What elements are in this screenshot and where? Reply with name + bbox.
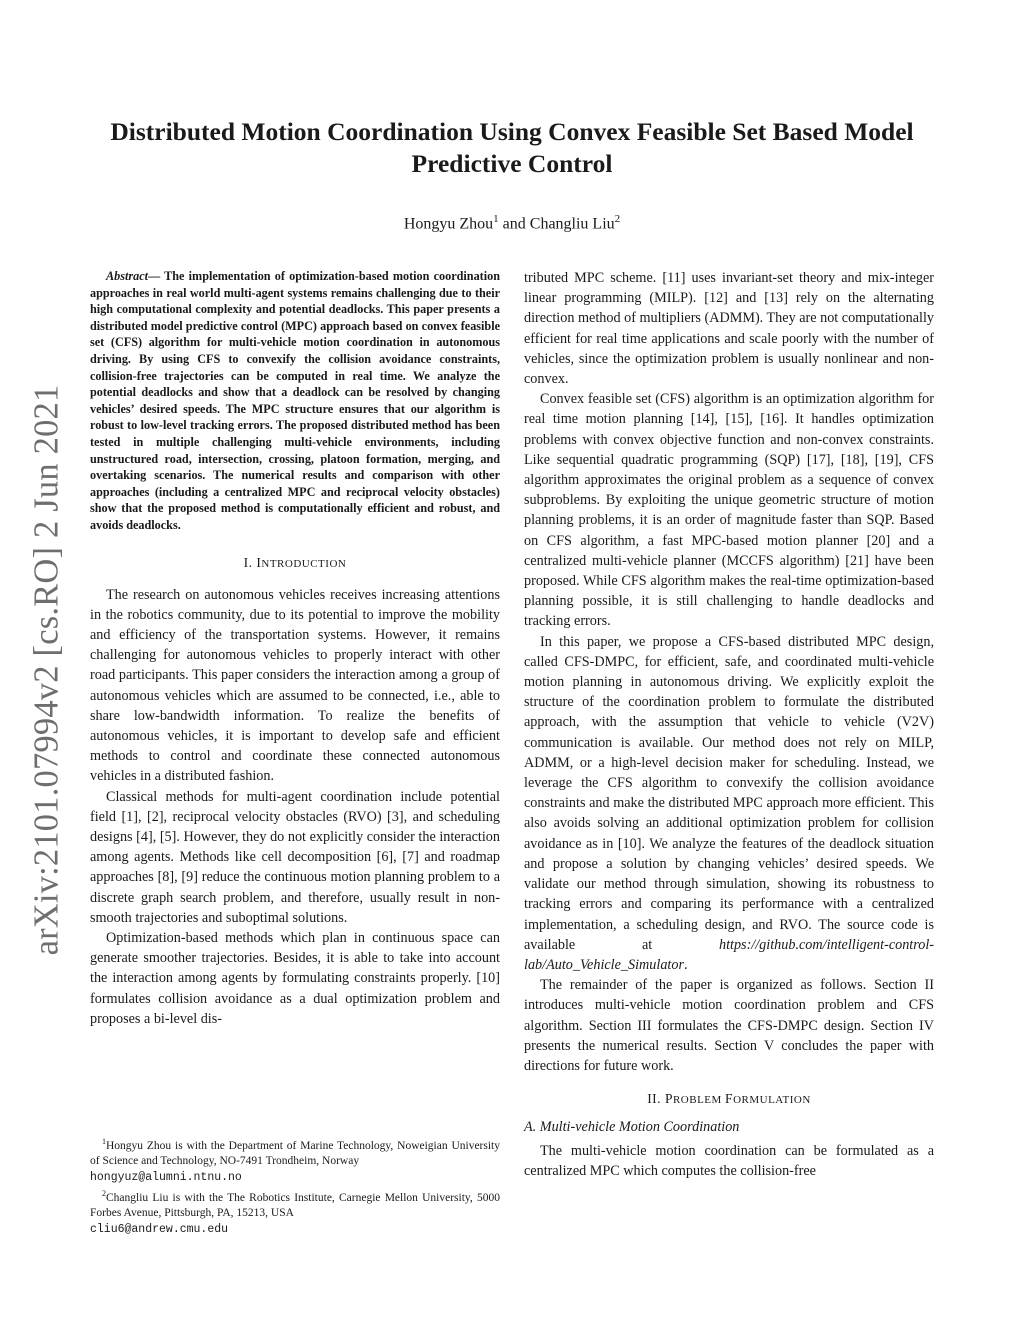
- contribution-end: .: [683, 956, 688, 973]
- footnote-1: [90, 1134, 500, 1186]
- abstract-text: — The implementation of optimization-based motion coordination approaches in real world multi-agent systems remains challenging due to their high computational complexity and potential deadlocks. This paper presents a distributed model predictive control (MPC) approach based on convex feasible set (CFS) algorithm for multi-vehicle motion coordination in autonomous driving. By using CFS to convexify the collision avoidance constraints, collision-free trajectories can be computed in real time. We analyze the potential deadlocks and show that a deadlock can be resolved by changing vehicles’ desired speeds. The MPC structure ensures that our algorithm is robust to low-level tracking errors. The proposed distributed method has been tested in multiple challenging multi-vehicle environments, including unstructured road, intersection, crossing, platoon formation, merging, and overtaking scenarios. The numerical results and comparison with other approaches (including a centralized MPC and reciprocal velocity obstacles) show that the proposed method is computationally efficient and robust, and avoids deadlocks.: [90, 269, 500, 532]
- intro-paragraph-1: The research on autonomous vehicles receives increasing attentions in the robotics community, due to its potential to improve the mobility and efficiency of the transportation systems. However, it remains challenging for autonomous vehicles to properly interact with other road participants. This paper considers the interaction among a group of autonomous vehicles which are assumed to be connected, i.e., able to share low-bandwidth information. To realize the benefits of autonomous vehicles, it is important to develop safe and efficient methods to control and coordinate these connected autonomous vehicles in a distributed fashion.: [90, 586, 500, 785]
- contribution-paragraph: [524, 632, 934, 975]
- section-number: II.: [647, 1091, 665, 1107]
- section-title-rest: NTRODUCTION: [261, 557, 347, 570]
- footnote-1-email: hongyuz@alumni.ntnu.no: [90, 1171, 242, 1185]
- author-conjunction: and: [498, 215, 530, 233]
- left-column: [90, 268, 500, 1029]
- footnote-2: [90, 1186, 500, 1238]
- footnote-1-mark: 1: [102, 1137, 106, 1146]
- footnote-2-email: cliu6@andrew.cmu.edu: [90, 1222, 229, 1236]
- footnote-2-text: Changliu Liu is with the The Robotics Institute, Carnegie Mellon University, 5000 Forbes Avenue, Pittsburgh, PA, 15213, USA: [90, 1191, 500, 1220]
- subsection-heading: A. Multi-vehicle Motion Coordination: [524, 1119, 740, 1136]
- author-1-name: Hongyu Zhou: [403, 215, 494, 233]
- author-1-affil-mark: 1: [493, 213, 499, 225]
- footnotes: [90, 1134, 500, 1237]
- organization-paragraph: The remainder of the paper is organized as follows. Section II introduces multi-vehicle motion coordination problem and CFS algorithm. Section III formulates the CFS-DMPC design. Section IV presents the numerical results. Section V concludes the paper with directions for future work.: [524, 977, 934, 1074]
- arxiv-identifier-text: arXiv:2101.07994v2 [cs.RO] 2 Jun 2021: [27, 384, 66, 956]
- formulation-paragraph: The multi-vehicle motion coordination can be formulated as a centralized MPC which computes the collision-free: [524, 1143, 934, 1180]
- abstract-label: Abstract: [106, 269, 148, 283]
- intro-paragraph-3: Optimization-based methods which plan in continuous space can generate smoother trajectories. Besides, it is able to take into account the interaction among agents by formulating constraints properly. [10] formulates collision avoidance as a dual optimization problem and proposes a bi-level dis-: [90, 929, 500, 1027]
- paper-title: Distributed Motion Coordination Using Convex Feasible Set Based Model Predictive Control: [110, 117, 914, 178]
- intro-paragraph-continued: tributed MPC scheme. [11] uses invariant-set theory and mix-integer linear programming (MILP). [12] and [13] rely on the alternating direction method of multipliers (ADMM). They are not computationally efficient for real time applications and scale poorly with the number of vehicles, since the optimization problem is usually nonlinear and non-convex.: [524, 270, 934, 388]
- cfs-paragraph: Convex feasible set (CFS) algorithm is an optimization algorithm for real time motion planning [14], [15], [16]. It handles optimization problems with convex objective function and non-convex constraints. Like sequential quadratic programming (SQP) [17], [18], [19], CFS algorithm approximates the original problem as a sequence of convex subproblems. By exploiting the unique geometric structure of motion planning problems, it is an order of magnitude faster than SQP. Based on CFS algorithm, a fast MPC-based motion planner [20] and a centralized multi-vehicle planner (MCCFS algorithm) [21] have been proposed. While CFS algorithm makes the real-time optimization-based planning possible, it is still challenging to handle deadlocks and tracking errors.: [524, 391, 934, 630]
- section-heading-problem-formulation: [524, 1090, 934, 1109]
- footnote-1-text: Hongyu Zhou is with the Department of Marine Technology, Noweigian University of Science and Technology, NO-7491 Trondheim, Norway: [90, 1139, 500, 1168]
- author-2-affil-mark: 2: [614, 213, 621, 225]
- abstract: [90, 268, 500, 534]
- intro-paragraph-2: Classical methods for multi-agent coordination include potential field [1], [2], reciprocal velocity obstacles (RVO) [3], and scheduling designs [4], [5]. However, they do not explicitly consider the interaction among agents. Methods like cell decomposition [6], [7] and roadmap approaches [8], [9] reduce the continuous motion planning problem to a discrete graph search problem, and therefore, usually result in non-smooth trajectories and suboptimal solutions.: [90, 788, 500, 926]
- section-title-initial: P: [664, 1091, 673, 1107]
- section-title-initial-2: F: [725, 1091, 734, 1107]
- section-title-rest-2: ORMULATION: [733, 1094, 811, 1107]
- section-heading-introduction: [90, 554, 500, 573]
- section-title-initial: I: [256, 554, 262, 570]
- right-column: [524, 268, 934, 1182]
- section-number: I.: [243, 554, 257, 570]
- footnote-2-mark: 2: [102, 1188, 106, 1198]
- author-2-name: Changliu Liu: [529, 215, 615, 233]
- arxiv-identifier-stamp: [2, 384, 92, 956]
- section-title-rest: ROBLEM: [672, 1094, 726, 1107]
- author-line: [100, 208, 924, 235]
- source-code-link[interactable]: https://github.com/intelligent-control-lab/Auto_Vehicle_Simulator: [524, 936, 934, 973]
- contribution-text: In this paper, we propose a CFS-based distributed MPC design, called CFS-DMPC, for efficient, safe, and coordinated multi-vehicle motion planning in autonomous driving. We explicitly exploit the structure of the coordination problem to formulate the distributed approach, with the assumption that vehicle to vehicle (V2V) communication is available. Our method does not rely on MILP, ADMM, or a high-level decision maker for scheduling. Instead, we leverage the CFS algorithm to convexify the collision avoidance constraints and make the distributed MPC approach more efficient. This also avoids solving an additional optimization problem for collision avoidance as in [10]. We analyze the features of the deadlock situation and propose a solution by changing vehicles’ desired speeds. We validate our method through simulation, showing its robustness to tracking errors and comparing its performance with a centralized implementation, a scheduling design, and RVO. The source code is available at: [524, 633, 934, 953]
